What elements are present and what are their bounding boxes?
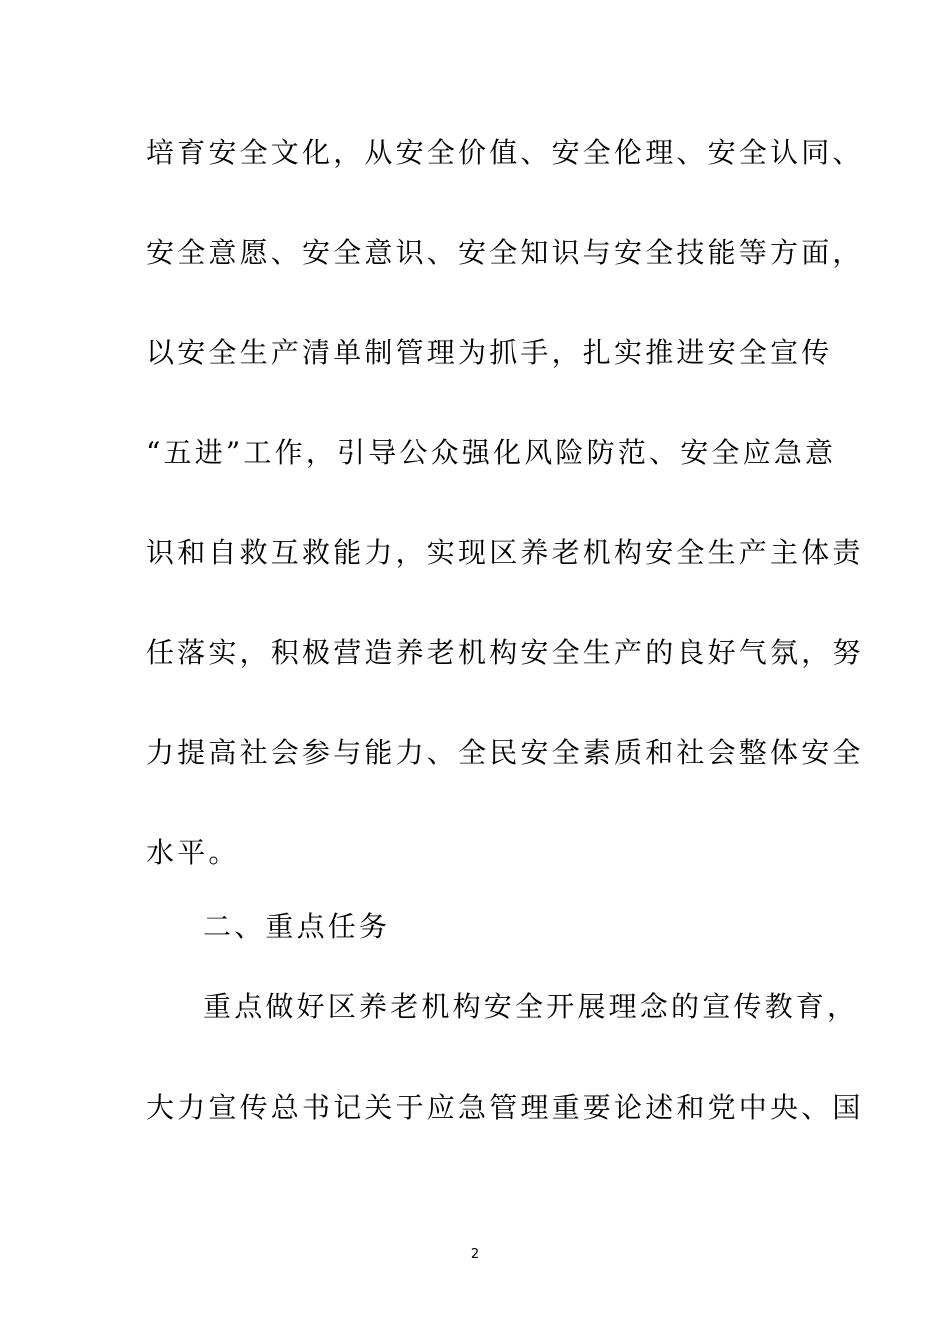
- paragraph-line: “五进”工作，引导公众强化风险防范、安全应急意: [146, 436, 837, 469]
- paragraph-line: 培育安全文化，从安全价值、安全伦理、安全认同、: [146, 136, 864, 169]
- section-heading: 二、重点任务: [203, 910, 391, 943]
- paragraph-line: 重点做好区养老机构安全开展理念的宣传教育，: [203, 990, 859, 1023]
- paragraph-line: 安全意愿、安全意识、安全知识与安全技能等方面，: [146, 236, 864, 269]
- page-number: 2: [470, 1247, 480, 1262]
- paragraph-line: 识和自救互救能力，实现区养老机构安全生产主体责: [146, 536, 864, 569]
- paragraph-line: 大力宣传总书记关于应急管理重要论述和党中央、国: [146, 1091, 864, 1124]
- paragraph-line: 水平。: [146, 836, 240, 869]
- paragraph-line: 以安全生产清单制管理为抓手，扎实推进安全宣传: [146, 336, 833, 369]
- paragraph-line: 力提高社会参与能力、全民安全素质和社会整体安全: [146, 736, 864, 769]
- paragraph-line: 任落实，积极营造养老机构安全生产的良好气氛，努: [146, 636, 864, 669]
